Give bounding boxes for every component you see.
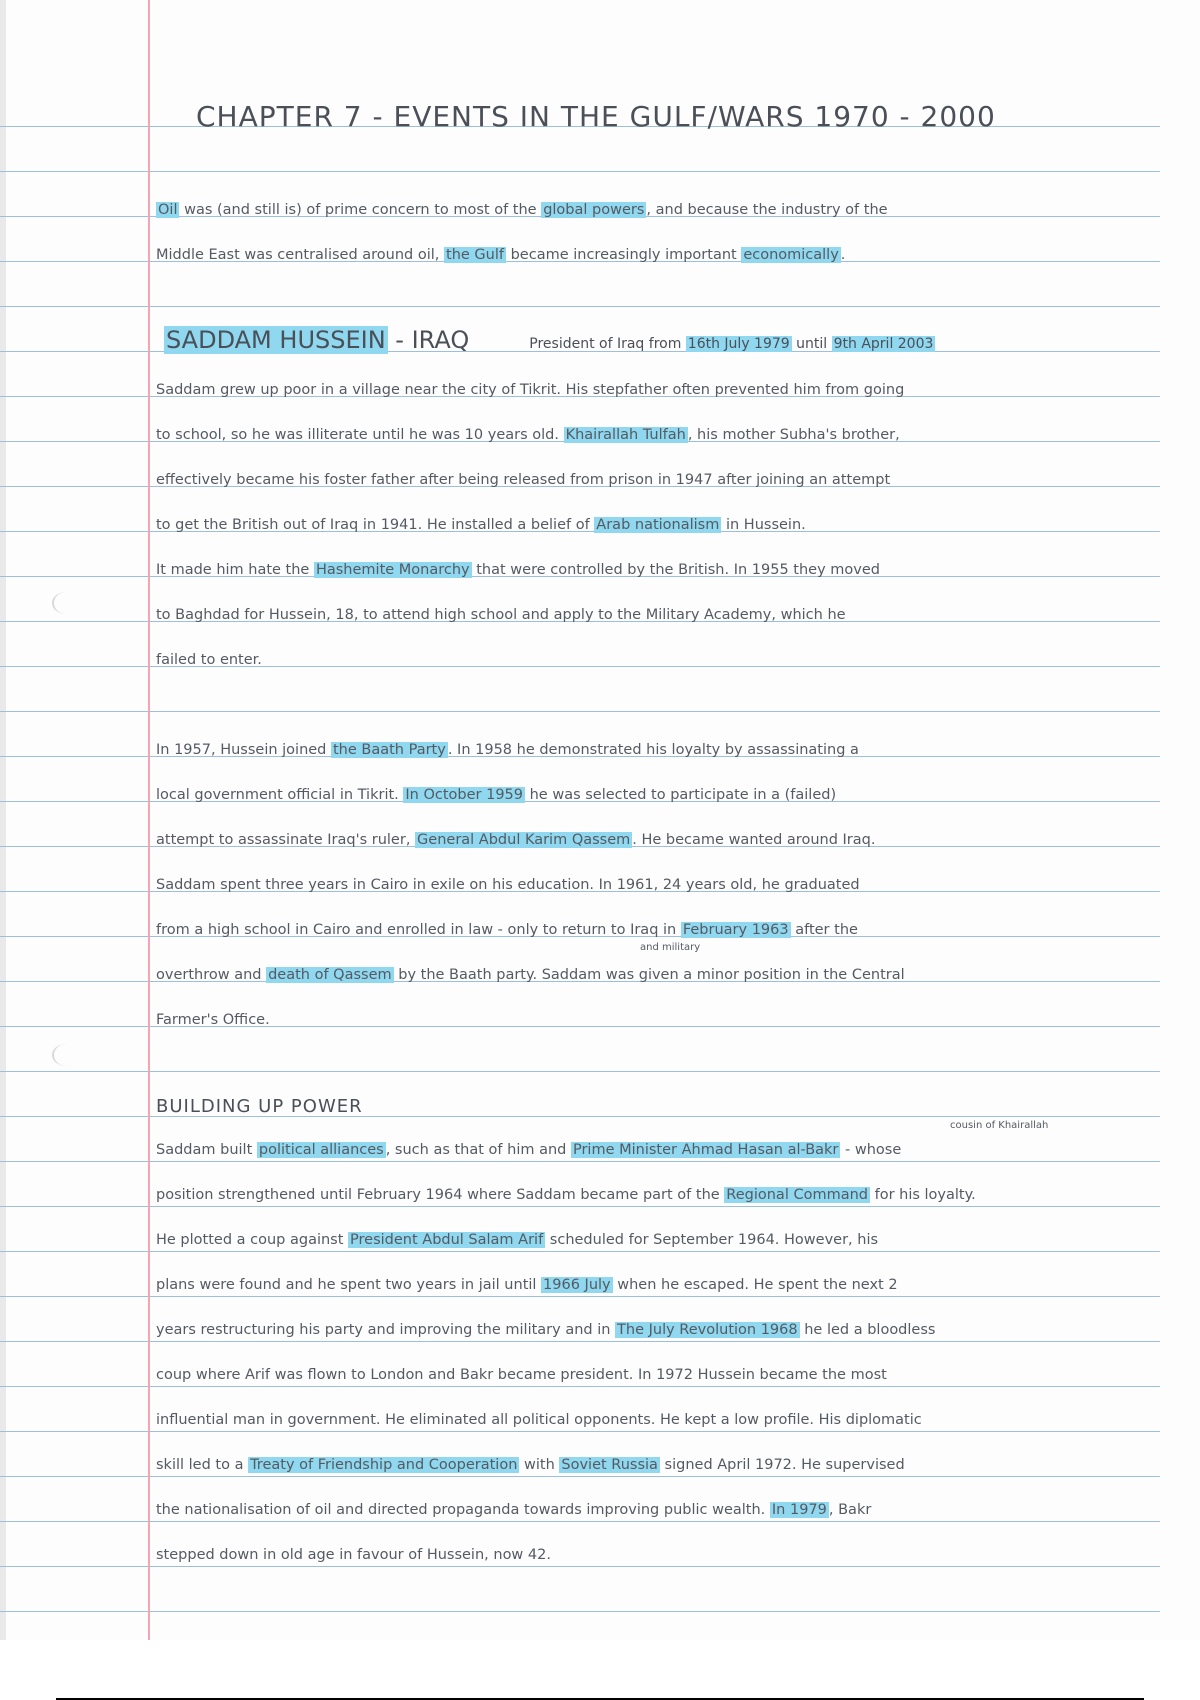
text: - whose (840, 1142, 902, 1158)
punch-hole (52, 1044, 80, 1066)
text: the nationalisation of oil and directed propaganda towards improving public wealth. (156, 1502, 770, 1518)
text: to school, so he was illiterate until he was 10 years old. (156, 427, 564, 443)
text: signed April 1972. He supervised (659, 1457, 905, 1473)
text: until (791, 336, 832, 352)
ruled-line (0, 1521, 1160, 1522)
note-line (156, 787, 1156, 803)
text: position strengthened until February 1964 where Saddam became part of the (156, 1187, 725, 1203)
text: years restructuring his party and improving the military and in (156, 1322, 616, 1338)
note-line (156, 922, 1156, 938)
note-line (156, 1142, 1156, 1158)
highlight: The July Revolution 1968 (617, 1322, 798, 1338)
highlight: economically (743, 247, 839, 263)
punch-hole (52, 592, 80, 614)
highlight: Treaty of Friendship and Cooperation (250, 1457, 518, 1473)
text: he led a bloodless (799, 1322, 936, 1338)
inserted-note: and military (640, 942, 701, 953)
note-line (156, 517, 1156, 533)
text: for his loyalty. (869, 1187, 976, 1203)
text: Saddam built (156, 1142, 257, 1158)
note-line: Saddam spent three years in Cairo in exile on his education. In 1961, 24 years old, he graduated (156, 877, 860, 893)
note-line: effectively became his foster father after being released from prison in 1947 after joining an attempt (156, 472, 891, 488)
text: It made him hate the (156, 562, 314, 578)
ruled-line (0, 1611, 1160, 1612)
note-line (156, 742, 1156, 758)
highlight: the Gulf (446, 247, 504, 263)
note-line (156, 562, 1156, 578)
note-line (156, 1187, 1156, 1203)
text: , and because the industry of the (646, 202, 888, 218)
note-line: Farmer's Office. (156, 1012, 270, 1028)
highlight: Oil (158, 202, 178, 218)
text: with (519, 1457, 560, 1473)
note-line: stepped down in old age in favour of Hussein, now 42. (156, 1547, 551, 1563)
ruled-line (0, 1071, 1160, 1072)
text: plans were found and he spent two years in jail until (156, 1277, 542, 1293)
ruled-line (0, 1206, 1160, 1207)
highlight: General Abdul Karim Qassem (417, 832, 631, 848)
highlight: Prime Minister Ahmad Hasan al-Bakr (572, 1142, 839, 1158)
highlight: death of Qassem (268, 967, 392, 983)
text: . In 1958 he demonstrated his loyalty by assassinating a (447, 742, 859, 758)
ruled-line (0, 171, 1160, 172)
ruled-line (0, 711, 1160, 712)
text: overthrow and (156, 967, 267, 983)
note-line: failed to enter. (156, 652, 262, 668)
highlight: the Baath Party (333, 742, 446, 758)
intro-line (156, 247, 1156, 263)
text: after the (790, 922, 858, 938)
ruled-line (0, 1386, 1160, 1387)
text: In 1957, Hussein joined (156, 742, 331, 758)
highlight: Arab nationalism (596, 517, 720, 533)
ruled-line (0, 1251, 1160, 1252)
highlight: Regional Command (726, 1187, 868, 1203)
inserted-note: cousin of Khairallah (950, 1120, 1049, 1131)
highlight: 16th July 1979 (687, 336, 790, 352)
note-line (156, 1232, 1156, 1248)
highlight: SADDAM HUSSEIN (166, 326, 386, 354)
margin-line (148, 0, 150, 1640)
ruled-line (0, 1566, 1160, 1567)
note-line (156, 1277, 1156, 1293)
text: local government official in Tikrit. (156, 787, 404, 803)
text: was (and still is) of prime concern to most of the (179, 202, 542, 218)
presidency-dates (529, 336, 935, 352)
text: . (840, 247, 846, 263)
ruled-line (0, 1296, 1160, 1297)
text: President of Iraq from (529, 336, 686, 352)
text: , Bakr (828, 1502, 872, 1518)
text: . He became wanted around Iraq. (632, 832, 876, 848)
highlight: global powers (543, 202, 645, 218)
chapter-title: CHAPTER 7 - EVENTS IN THE GULF/WARS 1970 - 2000 (196, 100, 996, 133)
ruled-line (0, 1431, 1160, 1432)
highlight: political alliances (258, 1142, 384, 1158)
highlight: In October 1959 (405, 787, 523, 803)
note-line (156, 1502, 1156, 1518)
text: by the Baath party. Saddam was given a minor position in the Central (393, 967, 905, 983)
text: from a high school in Cairo and enrolled in law - only to return to Iraq in (156, 922, 681, 938)
ruled-line (0, 1161, 1160, 1162)
highlight: Soviet Russia (561, 1457, 658, 1473)
note-line: influential man in government. He eliminated all political opponents. He kept a low profile. His diplomatic (156, 1412, 922, 1428)
note-line: to Baghdad for Hussein, 18, to attend high school and apply to the Military Academy, which he (156, 607, 846, 623)
note-line: Saddam grew up poor in a village near the city of Tikrit. His stepfather often prevented him from going (156, 382, 905, 398)
highlight: February 1963 (682, 922, 789, 938)
text: , his mother Subha's brother, (687, 427, 900, 443)
highlight: Hashemite Monarchy (315, 562, 470, 578)
text: he was selected to participate in a (failed) (525, 787, 837, 803)
ruled-line (0, 306, 1160, 307)
note-line (156, 427, 1156, 443)
note-line (156, 1322, 1156, 1338)
text: , such as that of him and (385, 1142, 571, 1158)
section-heading-saddam (164, 326, 935, 354)
highlight: 1966 July (543, 1277, 611, 1293)
text: in Hussein. (721, 517, 806, 533)
highlight: Khairallah Tulfah (565, 427, 686, 443)
text: scheduled for September 1964. However, his (545, 1232, 879, 1248)
note-line (156, 832, 1156, 848)
note-line: coup where Arif was flown to London and Bakr became president. In 1972 Hussein became the most (156, 1367, 887, 1383)
note-line (156, 967, 1156, 983)
highlight: In 1979 (771, 1502, 827, 1518)
highlight: 9th April 2003 (833, 336, 934, 352)
page-edge-shadow (0, 0, 6, 1640)
intro-line (156, 202, 1156, 218)
text: Middle East was centralised around oil, (156, 247, 445, 263)
section-heading-building-up-power: BUILDING UP POWER (156, 1096, 363, 1117)
text: when he escaped. He spent the next 2 (612, 1277, 898, 1293)
text: He plotted a coup against (156, 1232, 349, 1248)
note-line (156, 1457, 1156, 1473)
text: - IRAQ (387, 326, 470, 354)
text: became increasingly important (505, 247, 742, 263)
ruled-line (0, 1341, 1160, 1342)
text: skill led to a (156, 1457, 249, 1473)
text: attempt to assassinate Iraq's ruler, (156, 832, 416, 848)
highlight: President Abdul Salam Arif (350, 1232, 544, 1248)
ruled-line (0, 1476, 1160, 1477)
text: that were controlled by the British. In 1955 they moved (471, 562, 880, 578)
text: to get the British out of Iraq in 1941. He installed a belief of (156, 517, 595, 533)
